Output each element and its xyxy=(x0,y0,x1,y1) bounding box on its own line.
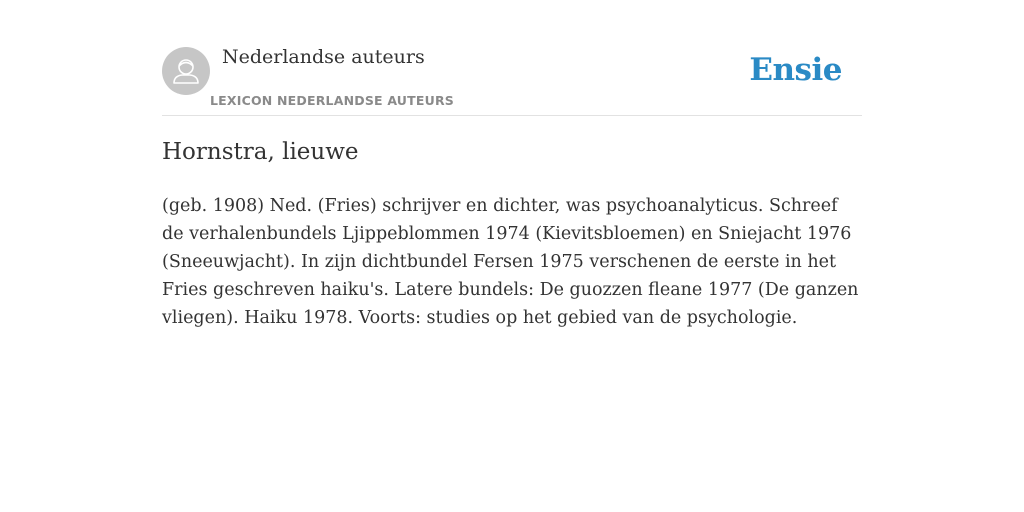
entry-title: Hornstra, lieuwe xyxy=(162,139,359,165)
page-header xyxy=(162,0,862,116)
author-avatar[interactable] xyxy=(162,47,210,95)
entry-body: (geb. 1908) Ned. (Fries) schrijver en dichter, was psychoanalyticus. Schreef de verhalenbundels Ljippeblommen 1974 (Kievitsbloemen) en Sniejacht 1976 (Sneeuwjacht). In zijn dichtbundel Fersen 1975 verschenen de eerste in het Fries geschreven haiku's. Latere bundels: De guozzen fleane 1977 (De ganzen vliegen). Haiku 1978. Voorts: studies op het gebied van de psychologie. xyxy=(162,196,859,328)
ensie-logo[interactable]: Ensie xyxy=(749,52,842,88)
user-silhouette-icon xyxy=(162,47,210,95)
author-name-link[interactable]: Nederlandse auteurs xyxy=(222,46,425,68)
page-container xyxy=(162,0,862,512)
author-subtitle: LEXICON NEDERLANDSE AUTEURS xyxy=(210,93,454,108)
